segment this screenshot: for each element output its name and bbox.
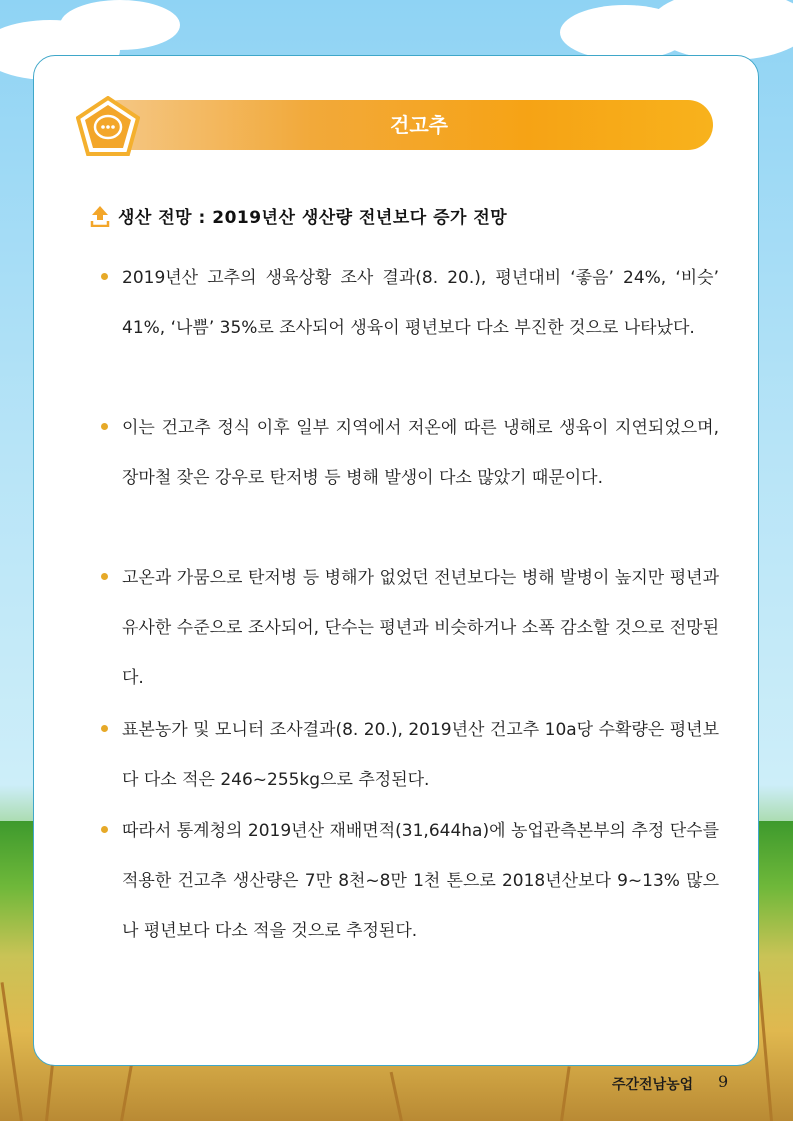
bullet-paragraph: 2019년산 고추의 생육상황 조사 결과(8. 20.), 평년대비 ‘좋음’ 24%, ‘비슷’ 41%, ‘나쁨’ 35%로 조사되어 생육이 평년보다 다소 부진한 것으로 나타났다. bbox=[122, 268, 719, 338]
section-heading bbox=[90, 203, 507, 228]
upload-arrow-icon bbox=[90, 205, 110, 227]
bullet-paragraph: 표본농가 및 모니터 조사결과(8. 20.), 2019년산 건고추 10a당 수확량은 평년보다 다소 적은 246~255kg으로 추정된다. bbox=[122, 720, 719, 790]
section-title: 건고추 bbox=[390, 113, 448, 137]
heading-text: 생산 전망 : 2019년산 생산량 전년보다 증가 전망 bbox=[118, 208, 508, 228]
section-title-bar bbox=[95, 100, 713, 150]
bullet-paragraph: 고온과 가뭄으로 탄저병 등 병해가 없었던 전년보다는 병해 발병이 높지만 평년과 유사한 수준으로 조사되어, 단수는 평년과 비슷하거나 소폭 감소할 것으로 전망된다. bbox=[122, 568, 719, 688]
bullet-paragraph: 이는 건고추 정식 이후 일부 지역에서 저온에 따른 냉해로 생육이 지연되었으며, 장마철 잦은 강우로 탄저병 등 병해 발생이 다소 많았기 때문이다. bbox=[122, 418, 719, 488]
page-number: 9 bbox=[718, 1072, 729, 1091]
bullet-paragraph: 따라서 통계청의 2019년산 재배면적(31,644ha)에 농업관측본부의 추정 단수를 적용한 건고추 생산량은 7만 8천~8만 1천 톤으로 2018년산보다 9~13% 많으나 평년보다 다소 적을 것으로 추정된다. bbox=[122, 821, 719, 941]
chat-bubble-icon bbox=[76, 96, 140, 158]
cloud bbox=[60, 0, 180, 50]
publication-name: 주간전남농업 bbox=[612, 1077, 694, 1093]
